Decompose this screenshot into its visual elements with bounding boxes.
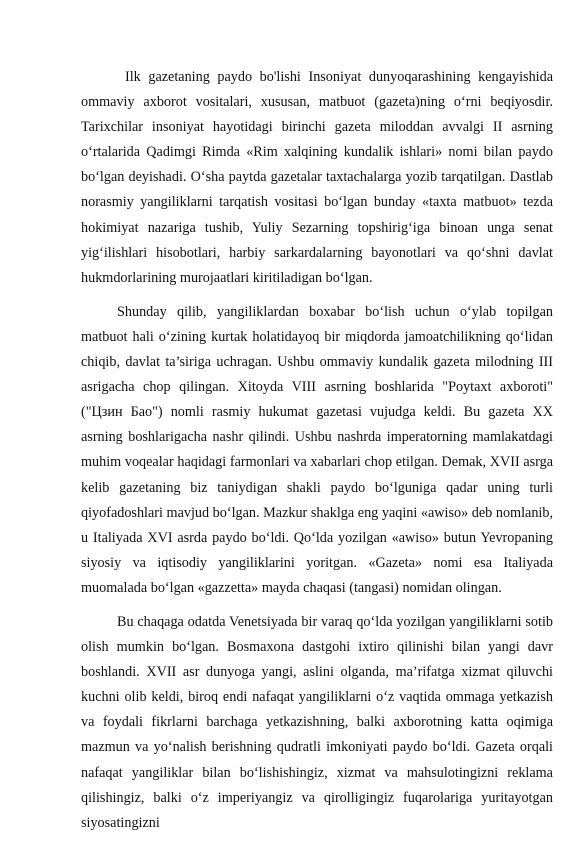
paragraph-2: Shunday qilib, yangiliklardan boxabar bo‘lish uchun o‘ylab topilgan matbuot hali o‘zining kurtak holatidayoq bir miqdorda jamoatchilikning qo‘lidan chiqib, davlat ta’siriga uchragan. Ushbu ommaviy kundalik gazeta milodning III asrigacha chop qilingan. Xitoyda VIII asrning boshlarida "Poytaxt axboroti" ("Цзин Бао") nomli rasmiy hukumat gazetasi vujudga keldi. Bu gazeta XX asrning boshlarigacha nashr qilindi. Ushbu nashrda imperatorning mamlakatdagi muhim voqealar haqidagi farmonlari va xabarlari chop etilgan. Demak, XVII asrga kelib gazetaning biz taniydigan shakli paydo bo‘lguniga qadar uning turli qiyofadoshlari mavjud bo‘lgan. Mazkur shaklga eng yaqini «awiso» deb nomlanib, u Italiyada XVI asrda paydo bo‘ldi. Qo‘lda yozilgan «awiso» butun Yevropaning siyosiy va iqtisodiy yangiliklarini yoritgan. «Gazeta» nomi esa Italiyada muomalada bo‘lgan «gazzetta» mayda chaqasi (tangasi) nomidan olingan. — [81, 303, 553, 596]
document-body — [81, 65, 553, 845]
paragraph-1: Ilk gazetaning paydo bo'lishi Insoniyat dunyoqarashining kengayishida ommaviy axborot vositalari, xususan, matbuot (gazeta)ning o‘rni beqiyosdir. Tarixchilar insoniyat hayotidagi birinchi gazeta miloddan avvalgi II asrning o‘rtalarida Qadimgi Rimda «Rim xalqining kundalik ishlari» nomi bilan paydo bo‘lgan deyishadi. O‘sha paytda gazetalar taxtachalarga yozib tarqatilgan. Dastlab norasmiy yangiliklarni tarqatish vositasi bo‘lgan bunday «taxta matbuot» tezda hokimiyat nazariga tushib, Yuliy Sezarning topshirig‘iga binoan unga senat yig‘ilishlari hisobotlari, harbiy sarkardalarning bayonotlari va qo‘shni davlat hukmdorlarining murojaatlari kiritiladigan bo‘lgan. — [81, 69, 553, 286]
paragraph-3: Bu chaqaga odatda Venetsiyada bir varaq qo‘lda yozilgan yangiliklarni sotib olish mumkin bo‘lgan. Bosmaxona dastgohi ixtiro qilinishi bilan yangi davr boshlandi. XVII asr dunyoga yangi, aslini olganda, ma’rifatga xizmat qiluvchi kuchni olib keldi, biroq endi nafaqat yangiliklarni o‘z vaqtida ommaga yetkazish va foydali fikrlarni barchaga yetkazishning, balki axborotning katta oqimiga mazmun va yo‘nalish berishning qudratli imkoniyati paydo bo‘ldi. Gazeta orqali nafaqat yangiliklar bilan bo‘lishishingiz, xizmat va mahsulotingizni reklama qilishingiz, balki o‘z imperiyangiz va qirolligingiz fuqarolariga yuritayotgan siyosatingizni — [81, 613, 553, 831]
